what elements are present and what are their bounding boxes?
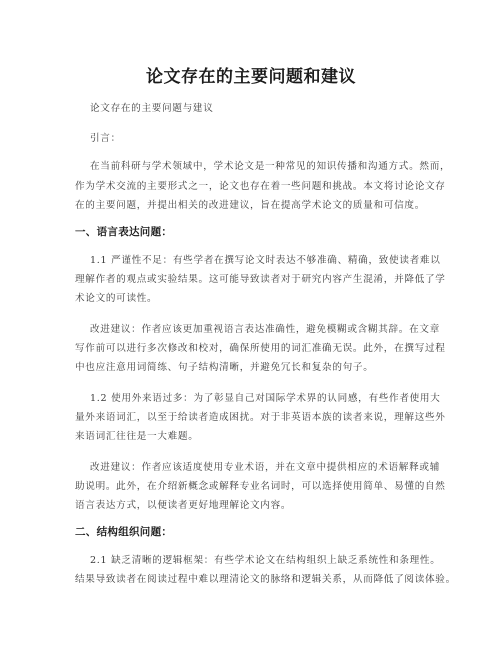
- intro-line-1: 在当前科研与学术领域中，学术论文是一种常见的知识传播和沟通方式。然而，: [90, 161, 451, 172]
- s2-p1-line-1: 2.1 缺乏清晰的逻辑框架：有些学术论文在结构组织上缺乏系统性和条理性。: [90, 555, 441, 566]
- page-title: 论文存在的主要问题和建议: [146, 67, 356, 87]
- intro-subtitle: 论文存在的主要问题与建议: [90, 103, 214, 114]
- s1-p1-line-2: 理解作者的观点或实验结果。这可能导致读者对于研究内容产生混淆，并降低了学: [75, 274, 446, 285]
- s1-p2-line-2: 写作前可以进行多次修改和校对，确保所使用的词汇准确无误。此外，在撰写过程: [75, 343, 446, 354]
- section-1-heading: 一、语言表达问题：: [75, 226, 173, 238]
- section-2-heading: 二、结构组织问题：: [75, 526, 173, 538]
- s1-p1-line-1: 1.1 严谨性不足：有些学者在撰写论文时表达不够准确、精确，致使读者难以: [90, 255, 441, 266]
- intro-label: 引言：: [90, 133, 121, 144]
- s1-p3-line-2: 量外来语词汇，以至于给读者造成困扰。对于非英语本族的读者来说，理解这些外: [75, 412, 446, 423]
- s1-p2-line-3: 中也应注意用词简练、句子结构清晰，并避免冗长和复杂的句子。: [75, 362, 374, 373]
- s1-p2-line-1: 改进建议：作者应该更加重视语言表达准确性，避免模糊或含糊其辞。在文章: [90, 324, 440, 335]
- s1-p4-line-3: 语言表达方式，以便读者更好地理解论文内容。: [75, 500, 292, 511]
- s1-p3-line-1: 1.2 使用外来语过多：为了彰显自己对国际学术界的认同感，有些作者使用大: [90, 393, 441, 404]
- s1-p1-line-3: 术论文的可读性。: [75, 293, 158, 304]
- intro-line-2: 作为学术交流的主要形式之一，论文也存在着一些问题和挑战。本文将讨论论文存: [75, 181, 446, 192]
- s1-p3-line-3: 来语词汇往往是一大难题。: [75, 431, 199, 442]
- s1-p4-line-2: 助说明。此外，在介绍新概念或解释专业名词时，可以选择使用简单、易懂的自然: [75, 481, 446, 492]
- intro-line-3: 在的主要问题，并提出相关的改进建议，旨在提高学术论文的质量和可信度。: [75, 200, 425, 211]
- s1-p4-line-1: 改进建议：作者应该适度使用专业术语，并在文章中提供相应的术语解释或辅: [90, 462, 440, 473]
- s2-p1-line-2: 结果导致读者在阅读过程中难以理清论文的脉络和逻辑关系，从而降低了阅读体验。: [75, 574, 456, 585]
